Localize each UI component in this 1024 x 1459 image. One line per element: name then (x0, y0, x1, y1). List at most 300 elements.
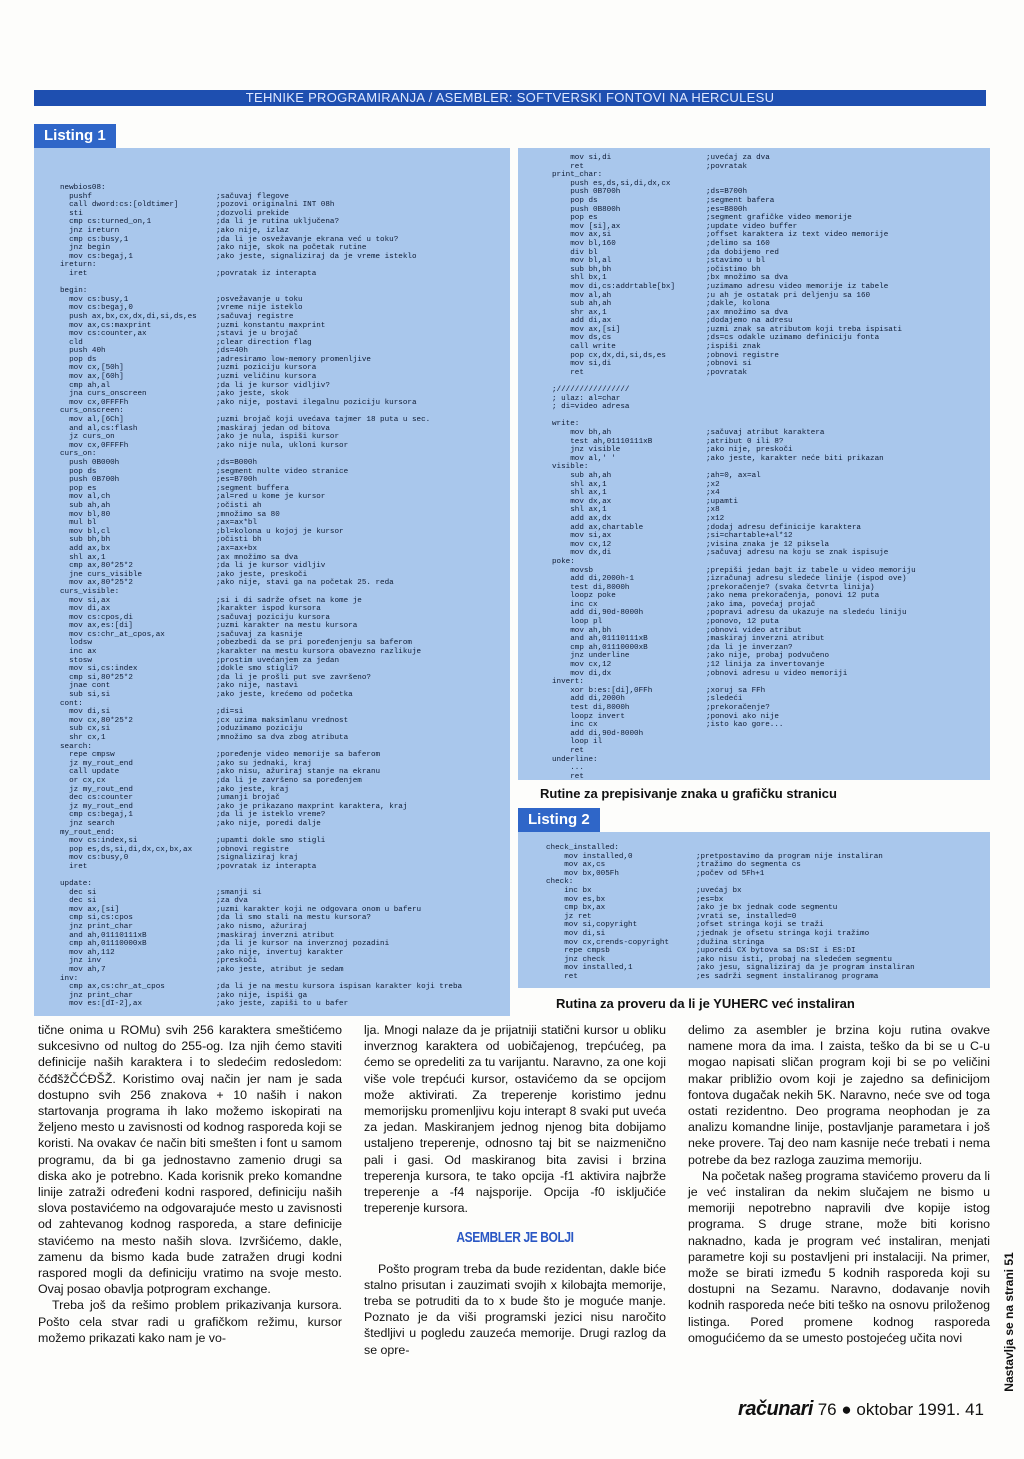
code-line (60, 364, 462, 373)
code-comment: ;clear direction flag (216, 338, 312, 347)
code-comment: ;sačuvaj atribut karaktera (706, 429, 825, 437)
code-comment: ;da li je završeno sa poređenjem (216, 776, 362, 785)
code-instruction: repe cmpsw (60, 751, 115, 760)
code-comment: ;ako nije, invertuj karakter (216, 948, 344, 957)
code-instruction: loop pl (552, 618, 603, 627)
code-comment: ;prostim uvećanjem za jedan (216, 656, 340, 665)
article-column-2 (364, 1022, 666, 1358)
code-line (552, 463, 916, 472)
code-line (552, 455, 916, 464)
code-line (60, 382, 462, 391)
code-instruction: mov si,ax (60, 596, 111, 605)
code-instruction: mov ax,cs (546, 861, 606, 870)
code-line (60, 287, 462, 296)
listing-2-tab: Listing 2 (518, 808, 600, 832)
code-instruction: mov ax,80*25*2 (60, 579, 133, 588)
code-line (60, 829, 462, 838)
code-line (60, 880, 462, 889)
code-comment: ;ako jeste, preskoči (216, 570, 308, 579)
code-line (60, 210, 462, 219)
code-instruction: cmp ah,al (60, 381, 111, 390)
code-line (60, 356, 462, 365)
code-comment: ;obnovi registre (706, 351, 779, 360)
code-line (552, 360, 916, 369)
code-line (552, 721, 916, 730)
code-line (60, 897, 462, 906)
code-line (60, 322, 462, 331)
code-line (552, 704, 916, 713)
code-instruction: pop es (552, 214, 598, 223)
code-comment: ;uzmi veličinu kursora (216, 373, 317, 382)
code-line (552, 687, 916, 696)
code-comment: ;x12 (706, 514, 725, 523)
code-comment: ;vreme nije isteklo (216, 304, 303, 313)
code-line (60, 631, 462, 640)
code-instruction: mov ax,es:[di] (60, 622, 133, 631)
code-line (546, 913, 915, 922)
code-comment: ;da li je kursor vidljiv (216, 562, 326, 571)
code-comment: ;stavimo u bl (706, 257, 766, 266)
code-line (552, 300, 916, 309)
code-instruction: mov si,di (552, 360, 612, 369)
code-instruction: cmp si,80*25*2 (60, 673, 133, 682)
code-comment: ;počev od 5Fh+1 (696, 869, 765, 878)
code-line (60, 700, 462, 709)
article-paragraph: lja. Mnogi nalaze da je prijatniji statični kursor u obliku inverznog karaktera od uobičajenog, trepćućeg, pa ćemo se opredeliti za tu varijantu. Naravno, za one koji više vole trepćući kursor, ostavićemo da se opcijom može aktivirati. Za treperenje koristimo jednu memorijsku promenljivu koju interapt 8 svaki put uveća za jedan. Maskiranjem jednog njenog bita dobijamo ustaljeno treperenje, odnosno taj bit se naizmenično pali i gasi. Od maskiranog bita zavisi i brzina treperenja kursora, te tako opcija -f1 aktivira najbrže treperenje a -f4 najsporije. Opcija -f0 isključiće treperenje kursora. (364, 1023, 666, 1216)
code-line (546, 904, 915, 913)
code-instruction: push ax,bx,cx,dx,di,si,ds,es (60, 312, 197, 321)
code-line (552, 395, 916, 404)
code-comment: ;ako jeste, signaliziraj da je vreme isteklo (216, 252, 417, 261)
code-instruction: pop ds (60, 467, 97, 476)
code-line (60, 184, 462, 193)
issue-date: oktobar 1991. (856, 1400, 961, 1419)
code-line (552, 472, 916, 481)
listing-2-panel (518, 832, 990, 988)
code-instruction: add di,90d-8000h (552, 609, 644, 618)
code-line (60, 708, 462, 717)
code-line (552, 481, 916, 490)
code-comment: ;offset karaktera iz text video memorije (706, 231, 889, 240)
code-instruction: mov cx,[50h] (60, 364, 124, 373)
code-instruction: mov di,dx (552, 669, 612, 678)
code-comment: ;maskiraj inverzni atribut (216, 931, 335, 940)
code-comment: ;ako su jednaki, kraj (216, 759, 312, 768)
code-instruction: dec cs:counter (60, 794, 133, 803)
code-instruction: mov si,di (552, 154, 612, 162)
code-line (60, 330, 462, 339)
code-line (60, 476, 462, 485)
code-instruction: check_installed: (546, 844, 619, 852)
code-comment: ;dodaj adresu definicije karaktera (706, 523, 861, 532)
code-line (552, 506, 916, 515)
listing-1-code (60, 184, 462, 1009)
code-comment: ;pretpostavimo da program nije instaliran (696, 852, 883, 861)
code-instruction: loopz invert (552, 712, 625, 721)
code-comment: ;ako jeste, skok (216, 390, 289, 399)
code-comment: ;ako jeste, zapiši to u bafer (216, 1000, 349, 1009)
code-comment: ;ax=ax+bx (216, 544, 258, 553)
code-line (552, 420, 916, 429)
code-line (552, 652, 916, 661)
section-banner: TEHNIKE PROGRAMIRANJA / ASEMBLER: SOFTVERSKI FONTOVI NA HERCULESU (34, 90, 986, 106)
code-instruction: mov cs:busy,1 (60, 295, 129, 304)
code-instruction: shl ax,1 (552, 480, 607, 489)
code-comment: ;al=red u kome je kursor (216, 493, 326, 502)
code-line (552, 403, 916, 412)
code-comment: ;ako nismo, ažuriraj (216, 923, 308, 932)
code-line (552, 713, 916, 722)
code-instruction: jnz underline (552, 652, 630, 661)
code-comment: ;dužina stringa (696, 938, 765, 947)
code-line (60, 957, 462, 966)
code-line (552, 515, 916, 524)
code-comment: ;ako nije nula, ukloni kursor (216, 441, 349, 450)
code-instruction: cmp ax,cs:chr_at_cpos (60, 983, 165, 992)
code-line (546, 939, 915, 948)
code-line (552, 644, 916, 653)
article-paragraph: Na početak našeg programa stavićemo proveru da li je već instaliran da nekim slučajem ne bismo u memoriji nepotrebno napravili dve kopije istog programa. S druge strane, može biti korisno naknadno, kada je program već instaliran, menjati parametre koji su postavljeni pri instalaciji. Na primer, može se birati između 5 kodnih rasporeda koji su dostupni na Sezamu. Naravno, dodavanje novih kodnih rasporeda neće biti teško na osnovu priloženog listinga. Pored promene kodnog rasporeda omogućićemo da se umesto postojećeg učita novi (688, 1168, 990, 1345)
code-line (546, 921, 915, 930)
code-line (60, 227, 462, 236)
code-instruction: jnz search (60, 819, 115, 828)
code-line (60, 760, 462, 769)
code-instruction: mov installed,0 (546, 852, 633, 861)
code-instruction: iret (60, 862, 88, 871)
code-line (60, 562, 462, 571)
code-line (546, 973, 915, 982)
code-comment: ;bl=kolona u kojoj je kursor (216, 527, 344, 536)
code-line (552, 309, 916, 318)
code-instruction: mov al,ah (552, 291, 612, 300)
code-line (60, 657, 462, 666)
code-comment: ;es sadrži segment instaliranog programa (696, 972, 879, 981)
code-instruction: mov cx,crends-copyright (546, 938, 670, 947)
code-line (60, 966, 462, 975)
code-instruction: push 0B700h (60, 476, 120, 485)
code-line (60, 373, 462, 382)
code-instruction: call dword:cs:[oldtimer] (60, 201, 179, 210)
code-comment: ;ako jeste, kraj (216, 785, 289, 794)
code-instruction: pop ds (552, 196, 598, 205)
code-line (552, 601, 916, 610)
code-line (60, 872, 462, 881)
code-instruction: mov es,bx (546, 895, 606, 904)
code-line (60, 691, 462, 700)
code-line (552, 773, 916, 780)
code-instruction: search: (60, 742, 92, 751)
code-instruction: begin: (60, 287, 88, 296)
code-comment: ;segment nulte video stranice (216, 467, 349, 476)
code-line (60, 433, 462, 442)
page-footer (738, 1398, 984, 1421)
code-instruction: jz my_rout_end (60, 785, 133, 794)
code-instruction: sub bh,bh (552, 265, 612, 274)
code-line (546, 870, 915, 879)
code-line (60, 390, 462, 399)
code-comment: ;obnovi adresu u video memoriji (706, 669, 848, 678)
code-line (552, 180, 916, 189)
listing-2-code (546, 844, 915, 982)
code-instruction: mov cx,12 (552, 540, 612, 549)
code-instruction: inc cx (552, 721, 598, 730)
code-line (60, 270, 462, 279)
code-instruction: jz my_rout_end (60, 759, 133, 768)
code-instruction: shr cx,1 (60, 734, 106, 742)
code-comment: ;signaliziraj kraj (216, 854, 299, 863)
code-comment: ;es=B700h (216, 476, 258, 485)
continuation-note (1000, 1252, 1018, 1392)
listing-1-panel (34, 148, 510, 1016)
code-comment: ;ponovi ako nije (706, 712, 779, 721)
code-line (552, 592, 916, 601)
code-comment: ;ako jesu, signaliziraj da je program instaliran (696, 964, 915, 973)
code-instruction: ... (552, 764, 584, 773)
code-instruction: write: (552, 420, 580, 429)
code-instruction: jna curs_onscreen (60, 390, 147, 399)
code-instruction: jnz print_char (60, 923, 133, 932)
code-instruction: mov [si],ax (552, 222, 621, 231)
code-line (552, 154, 916, 163)
page-number: 41 (965, 1400, 984, 1419)
code-comment: ;adresiramo low-memory promenljive (216, 355, 371, 364)
code-line (60, 648, 462, 657)
code-line (552, 352, 916, 361)
code-instruction: cmp cs:begaj,1 (60, 811, 133, 820)
code-instruction: add di,2000h (552, 695, 625, 704)
code-comment: ;uzmi znak sa atributom koji treba ispisati (706, 325, 902, 334)
code-comment: ;očisti ah (216, 501, 262, 510)
code-instruction: add di,90d-8000h (552, 729, 644, 738)
code-instruction: jne curs_visible (60, 570, 143, 579)
code-instruction: push 40h (60, 347, 106, 356)
code-line (552, 266, 916, 275)
code-instruction: ret (552, 368, 584, 377)
code-comment: ;jednak je ofsetu stringa koji tražimo (696, 929, 870, 938)
code-comment: ;uzmi poziciju kursora (216, 364, 317, 373)
code-line (60, 399, 462, 408)
code-comment: ;očistimo bh (706, 265, 761, 274)
code-line (60, 279, 462, 288)
code-line (546, 878, 915, 887)
code-instruction: ;//////////////// (552, 386, 630, 395)
code-comment: ;karakter ispod kursora (216, 605, 321, 614)
code-instruction: mov ax,[si] (552, 325, 621, 334)
code-comment: ;ako nije, postavi ilegalnu poziciju kursora (216, 398, 417, 407)
code-comment: ;uzmi konstantu maxprint (216, 321, 326, 330)
code-comment: ;segment buffera (216, 484, 289, 493)
code-line (60, 468, 462, 477)
code-comment: ;dokle smo stigli? (216, 665, 299, 674)
code-instruction: cmp si,cs:cpos (60, 914, 133, 923)
code-line (546, 844, 915, 853)
code-line (546, 930, 915, 939)
code-line (60, 932, 462, 941)
code-instruction: push 0B800h (552, 205, 621, 214)
code-line (552, 163, 916, 172)
code-line (60, 296, 462, 305)
code-line (552, 756, 916, 765)
code-line (552, 386, 916, 395)
code-line (60, 304, 462, 313)
code-comment: ;ako nije, skok na početak rutine (216, 244, 367, 253)
code-comment: ;ako jeste, atribut je sedam (216, 966, 344, 975)
code-line (552, 438, 916, 447)
code-line (546, 896, 915, 905)
code-instruction: jnz print_char (60, 991, 133, 1000)
code-line (60, 511, 462, 520)
code-line (552, 618, 916, 627)
code-line (60, 193, 462, 202)
code-instruction: jz my_rout_end (60, 802, 133, 811)
code-comment: ;sačuvaj registre (216, 312, 294, 321)
code-instruction: push 0B700h (552, 188, 621, 197)
code-line (60, 975, 462, 984)
code-comment: ;očisti bh (216, 536, 262, 545)
code-comment: ;povratak (706, 162, 748, 171)
code-instruction: mov al,ch (60, 493, 111, 502)
code-line (60, 545, 462, 554)
code-line (552, 429, 916, 438)
code-instruction: shl bx,1 (552, 274, 607, 283)
code-comment: ;ako nije, izlaz (216, 226, 289, 235)
code-instruction: ireturn: (60, 261, 97, 270)
code-instruction: jnz inv (60, 957, 102, 966)
code-comment: ;da li je isteklo vreme? (216, 811, 326, 820)
code-comment: ;update video buffer (706, 222, 798, 231)
code-instruction: inc cx (552, 600, 598, 609)
code-instruction: loop il (552, 738, 603, 747)
code-line (60, 820, 462, 829)
code-instruction: ret (552, 746, 584, 755)
code-line (60, 665, 462, 674)
code-instruction: inv: (60, 974, 79, 983)
code-instruction: ret (546, 972, 578, 981)
code-comment: ;ako je prikazano maxprint karaktera, kraj (216, 802, 408, 811)
article-column-3 (688, 1022, 990, 1346)
code-line (60, 983, 462, 992)
code-instruction: mov di,si (60, 708, 111, 717)
code-line (60, 854, 462, 863)
code-line (60, 528, 462, 537)
code-comment: ;bx množimo sa dva (706, 274, 789, 283)
code-instruction: sub ah,ah (552, 471, 612, 480)
code-line (552, 524, 916, 533)
code-instruction: invert: (552, 678, 584, 687)
code-comment: ;ispiši znak (706, 343, 761, 352)
code-line (552, 283, 916, 292)
code-line (552, 274, 916, 283)
code-comment: ;sačuvaj flegove (216, 192, 289, 201)
code-comment: ;ako nema prekoračenja, ponovi 12 puta (706, 592, 880, 601)
code-comment: ;povratak iz interapta (216, 862, 317, 871)
code-line (552, 377, 916, 386)
code-line (552, 609, 916, 618)
code-comment: ;popravi adresu da ukazuje na sledeću liniju (706, 609, 907, 618)
code-instruction: mov cs:index,si (60, 837, 138, 846)
code-instruction: mov bl,160 (552, 239, 616, 248)
code-instruction: add di,2000h-1 (552, 575, 635, 584)
bullet: ● (841, 1400, 852, 1419)
code-instruction: curs_on: (60, 450, 97, 459)
code-comment: ;ds=cs odakle uzimamo definiciju fonta (706, 334, 880, 343)
listing-1-continuation-code (552, 154, 916, 780)
code-line (60, 554, 462, 563)
code-line (552, 446, 916, 455)
code-line (552, 532, 916, 541)
code-line (552, 661, 916, 670)
code-line (552, 214, 916, 223)
code-instruction: mov cx,12 (552, 661, 612, 670)
code-line (60, 218, 462, 227)
code-comment: ;si=chartable+al*12 (706, 532, 793, 541)
code-instruction: xor b:es:[di],0FFh (552, 686, 653, 695)
code-line (60, 639, 462, 648)
code-instruction: jnae cont (60, 682, 111, 691)
code-instruction: cont: (60, 699, 83, 708)
code-comment: ;pozovi originalni INT 08h (216, 201, 335, 210)
code-instruction: jnz check (546, 955, 606, 964)
code-comment: ;ako nije, ispiši ga (216, 991, 308, 1000)
continuation-note-text: Nastavlja se na strani 51 (1002, 1252, 1016, 1392)
code-line (60, 493, 462, 502)
code-comment: ;vrati se, installed=0 (696, 912, 797, 921)
code-instruction: check: (546, 878, 574, 887)
listing-1-tab: Listing 1 (34, 124, 116, 148)
code-comment: ;povratak iz interapta (216, 269, 317, 278)
code-comment: ;umanji brojač (216, 794, 280, 803)
code-line (60, 450, 462, 459)
code-line (60, 485, 462, 494)
code-instruction: pop cx,dx,di,si,ds,es (552, 351, 666, 360)
code-line (60, 519, 462, 528)
code-instruction: inc bx (546, 886, 592, 895)
code-comment: ;di=si (216, 708, 244, 717)
code-line (60, 339, 462, 348)
code-comment: ;karakter na mestu kursora obavezno razlikuje (216, 648, 422, 657)
code-line (552, 326, 916, 335)
code-comment: ;maskiraj jedan od bitova (216, 424, 330, 433)
code-instruction: print_char: (552, 171, 603, 180)
code-line (60, 717, 462, 726)
code-instruction: mov installed,1 (546, 964, 633, 973)
code-line (552, 558, 916, 567)
code-instruction: repe cmpsb (546, 947, 610, 956)
code-comment: ;množimo sa dva zbog atributa (216, 734, 349, 742)
code-line (552, 635, 916, 644)
code-comment: ;uvećaj bx (696, 886, 742, 895)
code-instruction: add ax,chartable (552, 523, 644, 532)
code-instruction: mov di,cs:addrtable[bx] (552, 282, 676, 291)
code-comment: ;upamti dokle smo stigli (216, 837, 326, 846)
code-line (60, 236, 462, 245)
code-comment: ;obnovi si (706, 360, 752, 369)
code-comment: ;ds=40h (216, 347, 248, 356)
code-line (552, 695, 916, 704)
listing-2-caption: Rutina za proveru da li je YUHERC već instaliran (556, 996, 855, 1011)
code-instruction: loopz poke (552, 592, 616, 601)
code-instruction: mul bl (60, 519, 97, 528)
code-instruction: iret (60, 269, 88, 278)
code-comment: ;x2 (706, 480, 720, 489)
code-line (60, 614, 462, 623)
code-instruction: curs_visible: (60, 587, 120, 596)
code-instruction: sub si,si (60, 691, 111, 700)
code-instruction: visible: (552, 463, 589, 472)
code-comment: ;uzmi karakter na mestu kursora (216, 622, 358, 631)
code-instruction: poke: (552, 557, 575, 566)
code-line (60, 803, 462, 812)
